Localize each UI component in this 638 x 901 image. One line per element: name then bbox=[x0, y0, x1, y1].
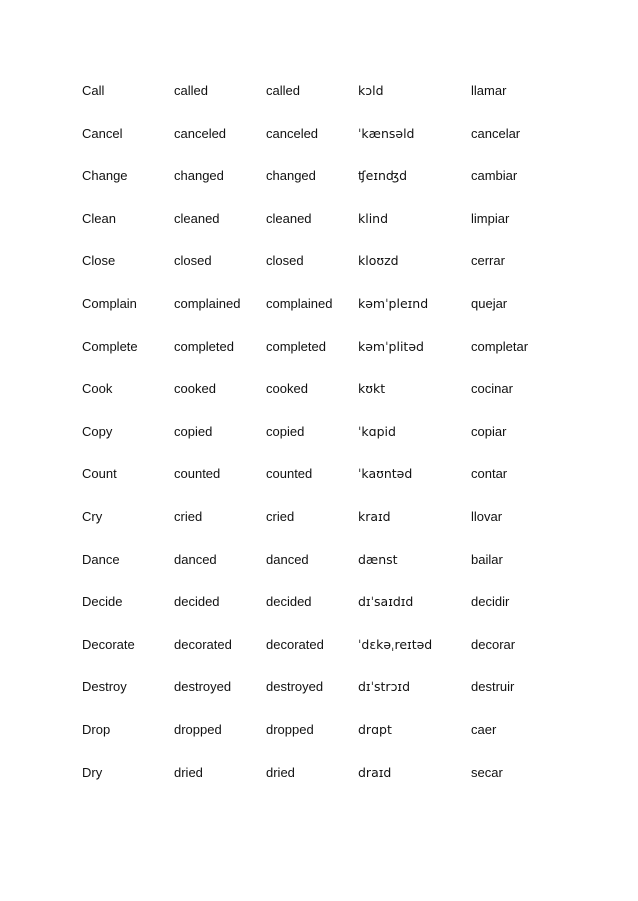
pronunciation: ˈkɑpid bbox=[358, 423, 396, 439]
past-simple: called bbox=[174, 83, 208, 98]
pronunciation: dænst bbox=[358, 551, 398, 567]
table-row bbox=[82, 246, 602, 289]
verb-table bbox=[82, 76, 602, 800]
pronunciation: kloʊzd bbox=[358, 253, 399, 269]
past-participle: cried bbox=[266, 508, 295, 524]
table-row bbox=[82, 630, 602, 673]
table-row bbox=[82, 758, 602, 801]
past-participle: changed bbox=[266, 168, 316, 184]
past-participle: destroyed bbox=[266, 679, 324, 695]
pronunciation: drɑpt bbox=[358, 721, 392, 737]
spanish-translation: limpiar bbox=[471, 210, 510, 226]
spanish-translation: destruir bbox=[471, 679, 515, 695]
past-simple: completed bbox=[174, 338, 234, 354]
past-participle: cleaned bbox=[266, 210, 312, 226]
past-participle: canceled bbox=[266, 125, 319, 141]
past-simple: changed bbox=[174, 168, 224, 184]
pronunciation: ˈdɛkəˌreɪtəd bbox=[358, 636, 433, 652]
pronunciation: draɪd bbox=[358, 764, 392, 780]
table-row bbox=[82, 417, 602, 460]
spanish-translation: completar bbox=[471, 338, 529, 354]
base-form: Cook bbox=[82, 381, 113, 397]
past-participle: dried bbox=[266, 764, 295, 780]
table-row bbox=[82, 715, 602, 758]
table-row bbox=[82, 161, 602, 204]
past-participle: cooked bbox=[266, 381, 308, 397]
past-simple: copied bbox=[174, 423, 213, 439]
pronunciation: ˈkaʊntəd bbox=[358, 466, 413, 482]
pronunciation: dɪˈstrɔɪd bbox=[358, 679, 411, 695]
base-form: Cancel bbox=[82, 125, 123, 141]
table-row bbox=[82, 545, 602, 588]
past-simple: cooked bbox=[174, 381, 216, 397]
pronunciation: dɪˈsaɪdɪd bbox=[358, 594, 414, 610]
past-simple: counted bbox=[174, 466, 221, 482]
past-simple: closed bbox=[174, 253, 212, 269]
base-form: Close bbox=[82, 253, 116, 269]
past-participle: danced bbox=[266, 551, 309, 567]
table-row bbox=[82, 204, 602, 247]
pronunciation: kəmˈplitəd bbox=[358, 338, 424, 354]
base-form: Destroy bbox=[82, 679, 127, 695]
base-form: Copy bbox=[82, 423, 113, 439]
spanish-translation: decorar bbox=[471, 636, 516, 652]
spanish-translation: llovar bbox=[471, 508, 503, 524]
past-simple: dropped bbox=[174, 721, 222, 737]
spanish-translation: bailar bbox=[471, 551, 503, 567]
past-participle: decorated bbox=[266, 636, 324, 652]
past-simple: cleaned bbox=[174, 210, 220, 226]
base-form: Drop bbox=[82, 721, 111, 737]
past-simple: danced bbox=[174, 551, 217, 567]
table-row bbox=[82, 76, 602, 119]
base-form: Call bbox=[82, 83, 105, 98]
past-participle: copied bbox=[266, 423, 305, 439]
spanish-translation: llamar bbox=[471, 83, 507, 98]
table-row bbox=[82, 502, 602, 545]
pronunciation: kʊkt bbox=[358, 381, 386, 397]
table-row bbox=[82, 587, 602, 630]
base-form: Cry bbox=[82, 508, 103, 524]
past-participle: dropped bbox=[266, 721, 314, 737]
base-form: Change bbox=[82, 168, 128, 184]
base-form: Complain bbox=[82, 295, 137, 311]
table-row bbox=[82, 332, 602, 375]
base-form: Decide bbox=[82, 594, 123, 610]
spanish-translation: copiar bbox=[471, 423, 507, 439]
spanish-translation: cerrar bbox=[471, 253, 505, 269]
past-simple: decided bbox=[174, 594, 220, 610]
table-row bbox=[82, 119, 602, 162]
past-participle: decided bbox=[266, 594, 312, 610]
base-form: Count bbox=[82, 466, 117, 482]
spanish-translation: secar bbox=[471, 764, 503, 780]
past-simple: dried bbox=[174, 764, 203, 780]
past-participle: counted bbox=[266, 466, 313, 482]
spanish-translation: cancelar bbox=[471, 125, 521, 141]
table-row bbox=[82, 672, 602, 715]
pronunciation: klind bbox=[358, 210, 389, 226]
past-simple: cried bbox=[174, 508, 203, 524]
spanish-translation: cocinar bbox=[471, 381, 513, 397]
past-simple: complained bbox=[174, 295, 241, 311]
pronunciation: kɔld bbox=[358, 83, 384, 98]
spanish-translation: cambiar bbox=[471, 168, 518, 184]
spanish-translation: contar bbox=[471, 466, 508, 482]
past-participle: called bbox=[266, 83, 300, 98]
pronunciation: kəmˈpleɪnd bbox=[358, 295, 429, 311]
spanish-translation: decidir bbox=[471, 594, 510, 610]
table-row bbox=[82, 289, 602, 332]
past-participle: completed bbox=[266, 338, 326, 354]
spanish-translation: caer bbox=[471, 721, 497, 737]
past-simple: destroyed bbox=[174, 679, 232, 695]
pronunciation: ʧeɪnʤd bbox=[358, 168, 408, 184]
base-form: Dance bbox=[82, 551, 120, 567]
spanish-translation: quejar bbox=[471, 295, 508, 311]
base-form: Complete bbox=[82, 338, 138, 354]
past-simple: canceled bbox=[174, 125, 227, 141]
pronunciation: ˈkænsəld bbox=[358, 125, 415, 141]
past-participle: complained bbox=[266, 295, 333, 311]
base-form: Dry bbox=[82, 764, 103, 780]
base-form: Decorate bbox=[82, 636, 135, 652]
table-row bbox=[82, 459, 602, 502]
table-row bbox=[82, 374, 602, 417]
past-simple: decorated bbox=[174, 636, 232, 652]
pronunciation: kraɪd bbox=[358, 508, 391, 524]
base-form: Clean bbox=[82, 210, 116, 226]
past-participle: closed bbox=[266, 253, 304, 269]
